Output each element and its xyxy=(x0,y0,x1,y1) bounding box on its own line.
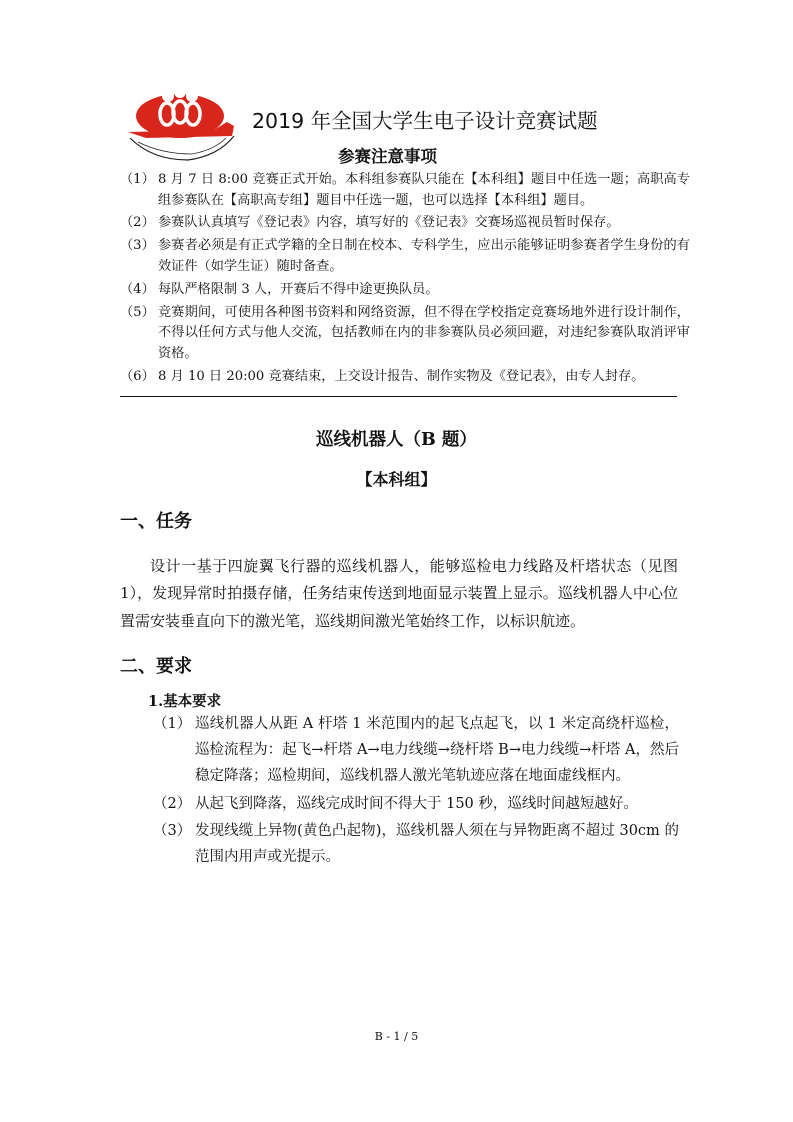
requirement-text: 巡线机器人从距 A 杆塔 1 米范围内的起飞点起飞，以 1 米定高绕杆巡检，巡检流程为：起飞→杆塔 A→电力线缆→绕杆塔 B→电力线缆→杆塔 A，然后稳定降落；巡检期间，巡线机器人激光笔轨迹应落在地面虚线框内。 xyxy=(195,716,679,785)
task-heading: 一、任务 xyxy=(120,511,192,532)
rule-number: （6） xyxy=(120,368,155,384)
requirement-number: （3） xyxy=(153,822,192,839)
requirement-number: （2） xyxy=(153,795,192,812)
requirement-text: 从起飞到降落，巡线完成时间不得大于 150 秒，巡线时间越短越好。 xyxy=(195,795,638,812)
rule-number: （3） xyxy=(120,238,155,254)
basic-requirements-heading: 1.基本要求 xyxy=(148,693,222,710)
task-paragraph: 设计一基于四旋翼飞行器的巡线机器人，能够巡检电力线路及杆塔状态（见图 1），发现异常时拍摄存储，任务结束传送到地面显示装置上显示。巡线机器人中心位置需安装垂直向下的激光笔，巡线期间激光笔始终工作，以标识航迹。 xyxy=(120,557,678,630)
rule-number: （5） xyxy=(120,304,155,320)
rule-text: 8 月 7 日 8:00 竞赛正式开始。本科组参赛队只能在【本科组】题目中任选一题；高职高专组参赛队在【高职高专组】题目中任选一题，也可以选择【本科组】题目。 xyxy=(158,172,690,208)
requirement-number: （1） xyxy=(153,716,192,732)
rule-text: 参赛者必须是有正式学籍的全日制在校本、专科学生，应出示能够证明参赛者学生身份的有效证件（如学生证）随时备查。 xyxy=(158,238,690,274)
requirement-item xyxy=(153,711,679,790)
rule-text: 参赛队认真填写《登记表》内容，填写好的《登记表》交赛场巡视员暂时保存。 xyxy=(158,215,620,231)
rule-text: 8 月 10 日 20:00 竞赛结束，上交设计报告、制作实物及《登记表》，由专人封存。 xyxy=(158,368,645,384)
notice-title: 参赛注意事项 xyxy=(338,147,437,166)
rule-number: （4） xyxy=(120,281,155,297)
requirements-heading: 二、要求 xyxy=(120,656,192,677)
requirements-list xyxy=(153,711,679,871)
section-divider xyxy=(120,396,677,397)
rule-text: 每队严格限制 3 人，开赛后不得中途更换队员。 xyxy=(158,281,439,297)
requirement-item xyxy=(153,818,679,870)
contest-logo xyxy=(122,80,242,164)
rule-text: 竞赛期间，可使用各种图书资料和网络资源，但不得在学校指定竞赛场地外进行设计制作，不得以任何方式与他人交流，包括教师在内的非参赛队员必须回避，对违纪参赛队取消评审资格。 xyxy=(158,304,690,361)
rules-list xyxy=(120,170,690,390)
rule-item xyxy=(120,213,690,234)
requirement-item xyxy=(153,791,679,817)
page-number: B - 1 / 5 xyxy=(374,1030,419,1043)
rule-item xyxy=(120,280,690,301)
rule-number: （2） xyxy=(120,215,155,231)
rule-item xyxy=(120,303,690,365)
rule-item xyxy=(120,236,690,277)
contest-title: 2019 年全国大学生电子设计竞赛试题 xyxy=(252,109,598,133)
rule-item xyxy=(120,367,690,388)
rule-number: （1） xyxy=(120,172,155,187)
group-label: 【本科组】 xyxy=(356,470,437,489)
problem-title: 巡线机器人（B 题） xyxy=(316,430,477,450)
requirement-text: 发现线缆上异物(黄色凸起物)，巡线机器人须在与异物距离不超过 30cm 的范围内用声或光提示。 xyxy=(195,822,679,866)
rule-item xyxy=(120,170,690,211)
